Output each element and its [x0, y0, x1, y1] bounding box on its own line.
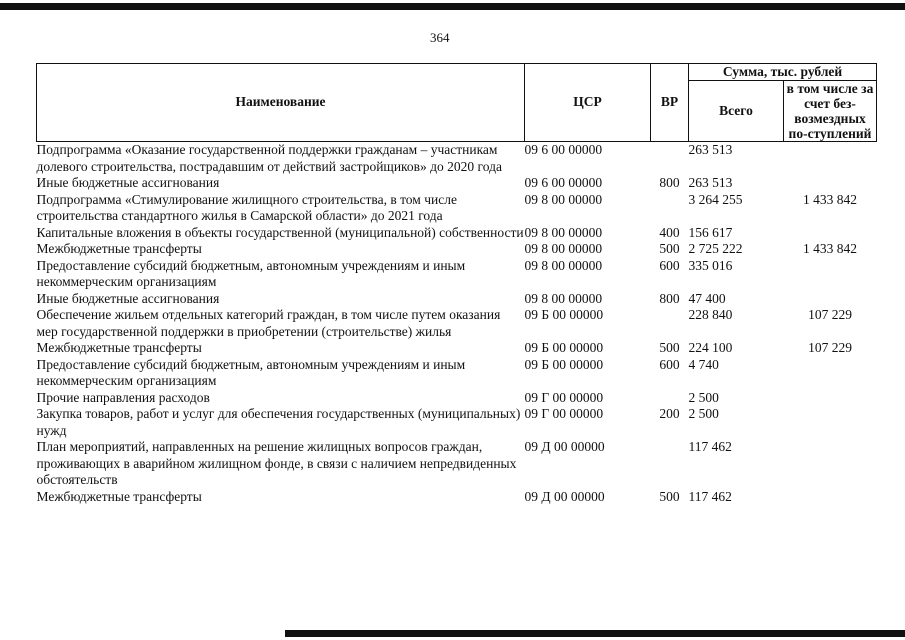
table-body — [37, 142, 877, 506]
table-row — [37, 241, 877, 258]
cell-csr: 09 Г 00 00000 — [524, 389, 604, 405]
header-vr: ВР — [651, 64, 689, 142]
table-row — [37, 406, 877, 439]
budget-table — [36, 63, 877, 505]
cell-name: Межбюджетные трансферты — [36, 340, 202, 355]
table-row — [37, 175, 877, 192]
cell-vr: 500 — [659, 340, 680, 355]
cell-csr: 09 Б 00 00000 — [524, 356, 604, 372]
cell-total: 117 462 — [688, 439, 732, 454]
scan-border-top — [0, 3, 905, 10]
cell-name: Предоставление субсидий бюджетным, автономным учреждениям и иным некоммерческим организациям — [36, 257, 466, 289]
table-row — [37, 390, 877, 407]
cell-total: 117 462 — [688, 488, 732, 504]
cell-csr: 09 8 00 00000 — [524, 290, 603, 306]
header-csr: ЦСР — [525, 64, 651, 142]
cell-name: Иные бюджетные ассигнования — [36, 290, 220, 306]
cell-total: 263 513 — [688, 142, 733, 157]
cell-total: 263 513 — [688, 175, 733, 190]
cell-free-receipts — [784, 258, 877, 291]
table-row — [37, 357, 877, 390]
header-name: Наименование — [37, 64, 525, 142]
cell-name: Прочие направления расходов — [36, 389, 210, 405]
table-row — [37, 489, 877, 506]
cell-free-receipts — [784, 142, 877, 176]
table-row — [37, 439, 877, 489]
scan-border-bottom — [285, 630, 905, 637]
cell-total: 2 500 — [688, 406, 719, 421]
table-header — [37, 64, 877, 142]
cell-name: Иные бюджетные ассигнования — [36, 175, 220, 190]
cell-csr: 09 Г 00 00000 — [524, 406, 604, 421]
cell-name: План мероприятий, направленных на решение жилищных вопросов граждан, проживающих в аварийном жилищном фонде, в связи с наличием непредвиденных обстоятельств — [36, 439, 517, 487]
cell-total: 335 016 — [688, 257, 733, 273]
table-row — [37, 291, 877, 308]
cell-vr: 500 — [659, 241, 680, 256]
header-sum-group: Сумма, тыс. рублей — [689, 64, 877, 81]
cell-vr: 600 — [659, 257, 680, 273]
cell-free-receipts — [784, 291, 877, 308]
cell-vr — [651, 439, 689, 489]
cell-free-receipts — [784, 357, 877, 390]
cell-csr: 09 Б 00 00000 — [524, 307, 604, 322]
cell-total: 156 617 — [688, 224, 733, 240]
cell-free-receipts — [784, 439, 877, 489]
cell-csr: 09 Д 00 00000 — [524, 439, 605, 454]
cell-free-receipts — [784, 390, 877, 407]
cell-name: Межбюджетные трансферты — [36, 241, 202, 256]
cell-free-receipts — [784, 225, 877, 242]
table-row — [37, 258, 877, 291]
cell-free-receipts — [784, 175, 877, 192]
cell-total: 2 500 — [688, 389, 719, 405]
cell-total: 4 740 — [688, 356, 719, 372]
cell-name: Подпрограмма «Стимулирование жилищного строительства, в том числе строительства стандартного жилья в Самарской области» до 2021 года — [36, 191, 457, 223]
cell-total: 47 400 — [688, 290, 726, 306]
table-row — [37, 225, 877, 242]
cell-free-receipts: 107 229 — [808, 340, 852, 355]
cell-total: 2 725 222 — [688, 241, 743, 256]
cell-vr: 800 — [659, 290, 680, 306]
cell-csr: 09 6 00 00000 — [524, 142, 603, 157]
cell-name: Межбюджетные трансферты — [36, 488, 202, 504]
cell-vr — [651, 142, 689, 176]
table-row — [37, 142, 877, 176]
cell-csr: 09 8 00 00000 — [524, 257, 603, 273]
cell-total: 228 840 — [688, 307, 733, 322]
cell-name: Предоставление субсидий бюджетным, автономным учреждениям и иным некоммерческим организациям — [36, 356, 466, 388]
cell-name: Капитальные вложения в объекты государственной (муниципальной) собственности — [36, 224, 524, 240]
table-row — [37, 192, 877, 225]
cell-vr: 800 — [659, 175, 680, 190]
cell-name: Подпрограмма «Оказание государственной поддержки гражданам – участникам долевого строительства, пострадавшим от действий застройщиков» до 2020 года — [36, 142, 502, 174]
cell-vr: 500 — [659, 488, 680, 504]
cell-free-receipts: 1 433 842 — [803, 191, 857, 207]
cell-total: 3 264 255 — [688, 191, 743, 207]
cell-free-receipts — [784, 406, 877, 439]
cell-free-receipts: 1 433 842 — [803, 241, 857, 256]
cell-csr: 09 Б 00 00000 — [524, 340, 604, 355]
cell-csr: 09 8 00 00000 — [524, 191, 603, 207]
cell-total: 224 100 — [688, 340, 733, 355]
cell-free-receipts: 107 229 — [808, 307, 852, 322]
cell-vr — [651, 307, 689, 340]
cell-csr: 09 8 00 00000 — [524, 241, 603, 256]
cell-vr: 200 — [659, 406, 680, 421]
cell-vr — [651, 192, 689, 225]
table-row — [37, 307, 877, 340]
header-free-receipts: в том числе за счет без-возмездных по-ступлений — [784, 81, 877, 142]
cell-free-receipts — [784, 489, 877, 506]
table-row — [37, 340, 877, 357]
cell-name: Обеспечение жильем отдельных категорий граждан, в том числе путем оказания мер государственной поддержки в приобретении (строительстве) жилья — [36, 307, 501, 339]
page-number: 364 — [430, 30, 450, 45]
cell-vr: 400 — [659, 224, 680, 240]
cell-name: Закупка товаров, работ и услуг для обеспечения государственных (муниципальных) нужд — [36, 406, 521, 438]
cell-csr: 09 Д 00 00000 — [524, 488, 605, 504]
cell-vr: 600 — [659, 356, 680, 372]
cell-csr: 09 6 00 00000 — [524, 175, 603, 190]
cell-vr — [651, 390, 689, 407]
header-total: Всего — [689, 81, 784, 142]
cell-csr: 09 8 00 00000 — [524, 224, 603, 240]
